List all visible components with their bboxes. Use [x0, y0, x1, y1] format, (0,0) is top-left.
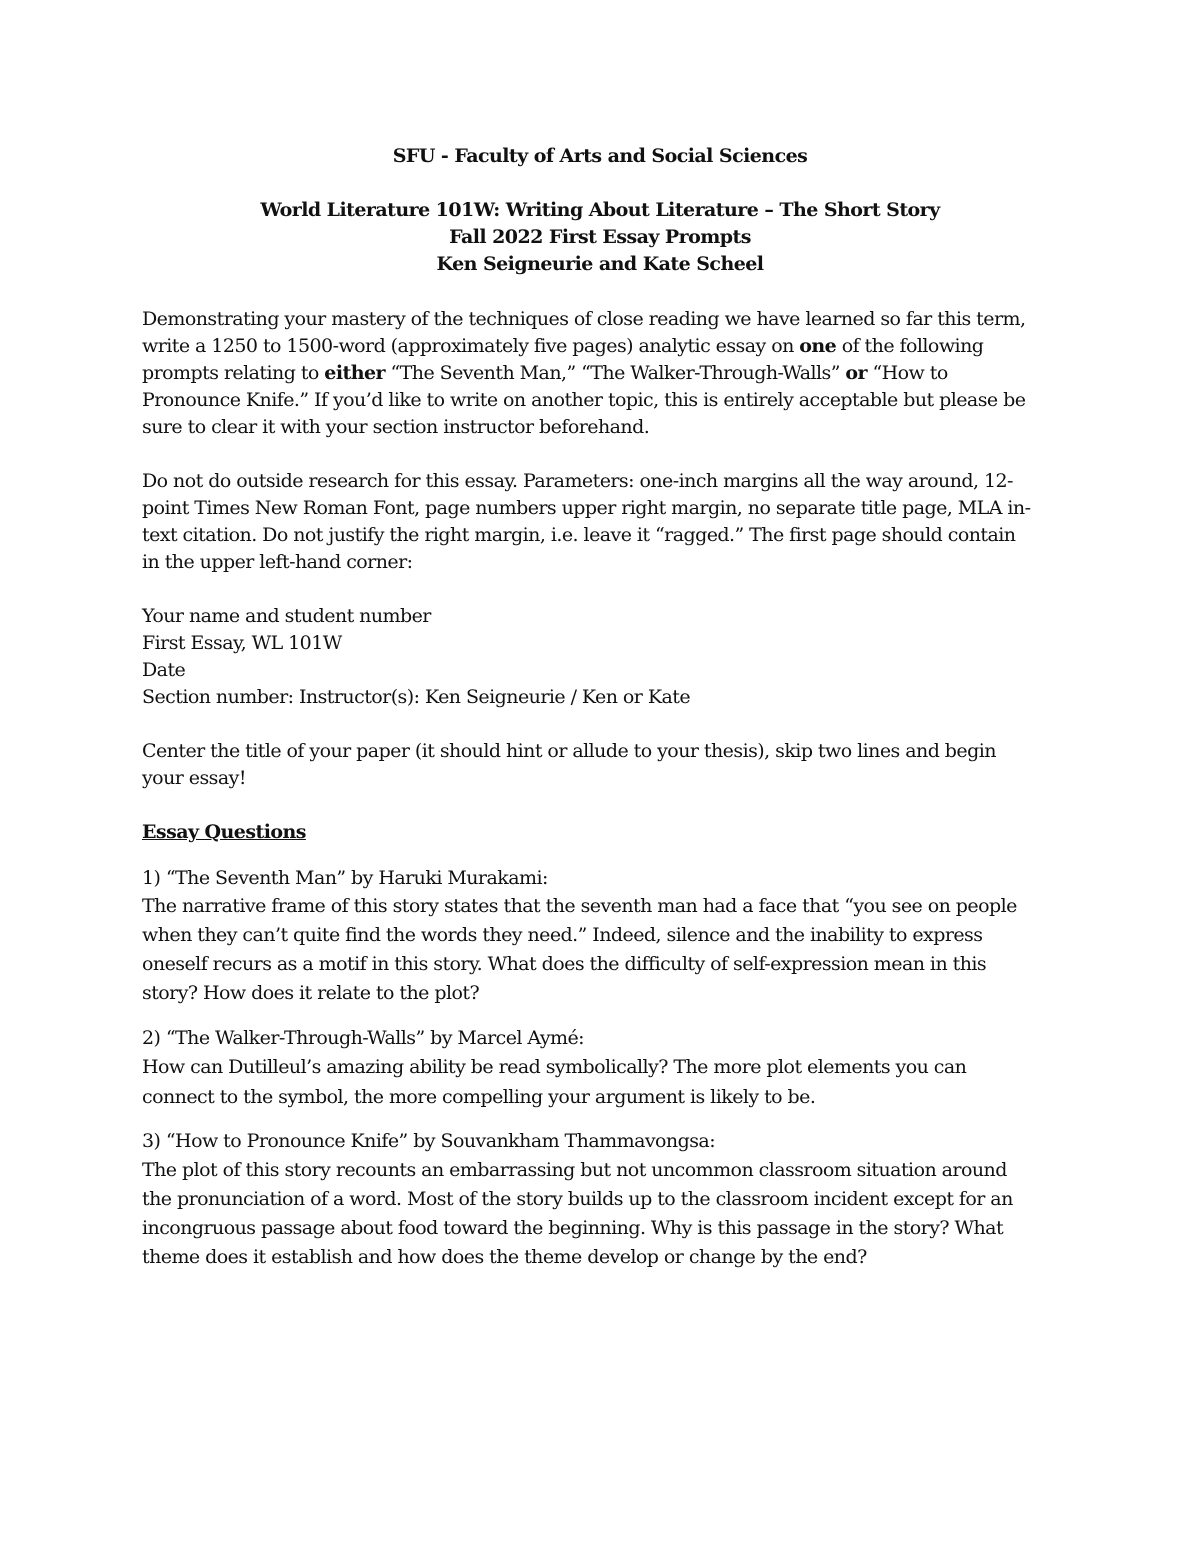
- question-line: story? How does it relate to the plot?: [142, 982, 480, 1004]
- course-title: World Literature 101W: Writing About Literature – The Short Story: [260, 199, 940, 221]
- question-line: incongruous passage about food toward the beginning. Why is this passage in the story? What: [142, 1217, 1004, 1239]
- institution-heading: SFU - Faculty of Arts and Social Sciences: [392, 145, 808, 167]
- question-title: 1) “The Seventh Man” by Haruki Murakami:: [142, 867, 548, 889]
- question-line: How can Dutilleul’s amazing ability be read symbolically? The more plot elements you can: [142, 1056, 967, 1078]
- heading-line: Section number: Instructor(s): Ken Seigneurie / Ken or Kate: [142, 686, 691, 708]
- question-line: The plot of this story recounts an embarrassing but not uncommon classroom situation around: [142, 1159, 1007, 1181]
- format-line: Do not do outside research for this essay. Parameters: one-inch margins all the way around, 12-: [142, 470, 1013, 492]
- title-note-line: Center the title of your paper (it should hint or allude to your thesis), skip two lines and begin: [142, 740, 996, 762]
- essay-questions-heading: Essay Questions: [142, 821, 306, 843]
- format-line: point Times New Roman Font, page numbers upper right margin, no separate title page, MLA in-: [142, 497, 1031, 519]
- question-line: oneself recurs as a motif in this story. What does the difficulty of self-expression mean in this: [142, 953, 987, 975]
- heading-line: Your name and student number: [142, 605, 431, 627]
- term-title: Fall 2022 First Essay Prompts: [449, 226, 751, 248]
- intro-line: Demonstrating your mastery of the techniques of close reading we have learned so far this term,: [142, 308, 1026, 330]
- question-line: The narrative frame of this story states that the seventh man had a face that “you see on people: [142, 895, 1017, 917]
- instructors-line: Ken Seigneurie and Kate Scheel: [436, 253, 764, 275]
- title-note-line: your essay!: [142, 767, 246, 789]
- question-line: the pronunciation of a word. Most of the story builds up to the classroom incident except for an: [142, 1188, 1013, 1210]
- question-line: when they can’t quite find the words they need.” Indeed, silence and the inability to express: [142, 924, 983, 946]
- heading-line: Date: [142, 659, 186, 681]
- intro-line: prompts relating to either “The Seventh Man,” “The Walker-Through-Walls” or “How to: [142, 362, 948, 384]
- intro-line: sure to clear it with your section instructor beforehand.: [142, 416, 650, 438]
- question-line: theme does it establish and how does the theme develop or change by the end?: [142, 1246, 867, 1268]
- question-title: 2) “The Walker-Through-Walls” by Marcel Aymé:: [142, 1027, 585, 1049]
- intro-line: Pronounce Knife.” If you’d like to write on another topic, this is entirely acceptable but please be: [142, 389, 1026, 411]
- question-line: connect to the symbol, the more compelling your argument is likely to be.: [142, 1086, 816, 1108]
- emphasis-either: either: [324, 362, 385, 384]
- heading-line: First Essay, WL 101W: [142, 632, 342, 654]
- intro-line: write a 1250 to 1500-word (approximately five pages) analytic essay on one of the following: [142, 335, 984, 357]
- format-line: in the upper left-hand corner:: [142, 551, 413, 573]
- format-line: text citation. Do not justify the right margin, i.e. leave it “ragged.” The first page should contain: [142, 524, 1016, 546]
- emphasis-or: or: [845, 362, 867, 384]
- question-title: 3) “How to Pronounce Knife” by Souvankham Thammavongsa:: [142, 1130, 716, 1152]
- emphasis-one: one: [799, 335, 837, 357]
